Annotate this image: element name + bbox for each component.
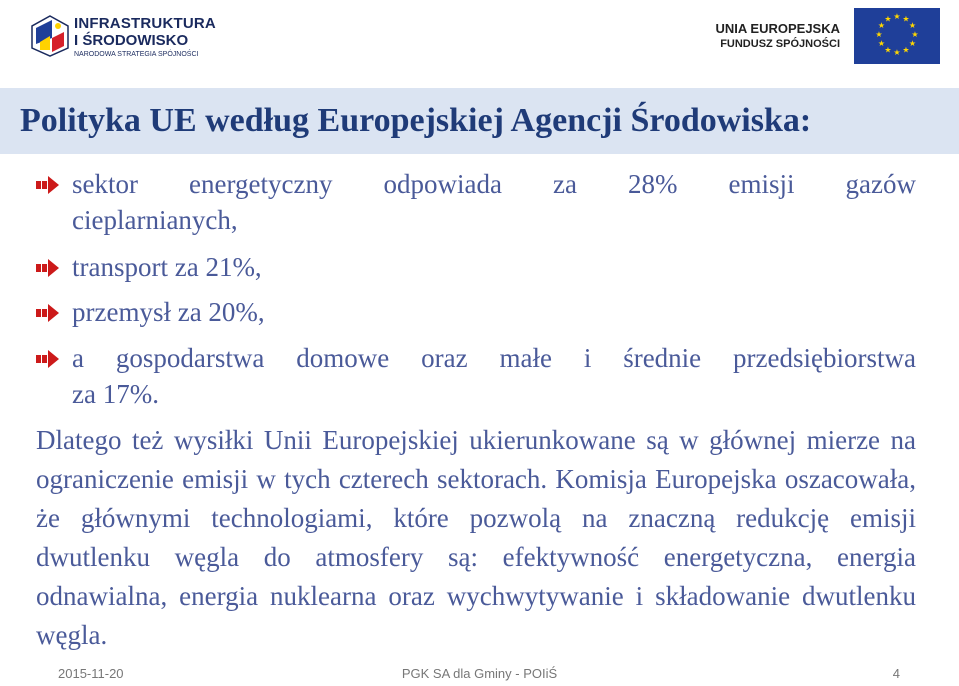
bullet-text-line1: a gospodarstwa domowe oraz małe i średnie przedsiębiorstwa — [72, 343, 916, 373]
svg-text:★: ★ — [893, 48, 901, 57]
bullet-text-line1: sektor energetyczny odpowiada za 28% emisji gazów — [72, 169, 916, 199]
infrastruktura-logo-icon — [30, 14, 70, 58]
eu-logo — [715, 8, 942, 66]
slide-title: Polityka UE według Europejskiej Agencji Środowiska: — [20, 102, 812, 139]
footer-organization: PGK SA dla Gminy - POIiŚ — [401, 666, 558, 681]
svg-text:★: ★ — [877, 21, 886, 30]
logo-left-line1: INFRASTRUKTURA — [74, 15, 216, 32]
logo-right-line1: UNIA EUROPEJSKA — [715, 21, 840, 36]
svg-text:★: ★ — [902, 45, 910, 55]
footer-date: 2015-11-20 — [58, 666, 124, 681]
eu-flag-icon — [854, 8, 940, 64]
svg-text:★: ★ — [877, 39, 886, 48]
svg-text:★: ★ — [911, 30, 919, 39]
bullet-text-line2: za 17%. — [72, 379, 159, 409]
page-number: 4 — [892, 666, 900, 681]
logo-left-line2: I ŚRODOWISKO — [74, 32, 189, 49]
svg-text:★: ★ — [908, 39, 917, 48]
bullet-arrow-icon — [36, 349, 60, 369]
svg-text:★: ★ — [884, 14, 892, 24]
bullet-text-line2: cieplarnianych, — [72, 205, 238, 235]
svg-text:★: ★ — [908, 21, 917, 30]
svg-text:★: ★ — [902, 14, 910, 24]
svg-text:★: ★ — [893, 12, 901, 21]
footer — [0, 666, 959, 686]
bullet-arrow-icon — [36, 175, 60, 195]
bullet-arrow-icon — [36, 303, 60, 323]
infrastruktura-logo — [30, 12, 216, 62]
logo-left-line3: NARODOWA STRATEGIA SPÓJNOŚCI — [74, 51, 199, 58]
svg-text:★: ★ — [875, 30, 883, 39]
bullet-text-line1: przemysł za 20%, — [72, 297, 265, 327]
bullet-arrow-icon — [36, 258, 60, 278]
logo-right-line2: FUNDUSZ SPÓJNOŚCI — [720, 38, 840, 50]
body-paragraph: Dlatego też wysiłki Unii Europejskiej ukierunkowane są w głównej mierze na ograniczenie emisji w tych czterech sektorach. Komisja Europejska oszacowała, że głównymi technologiami, które pozwolą na znaczną redukcję emisji dwutlenku węgla do atmosfery są: efektywność energetyczna, energia odnawialna, energia nuklearna oraz wychwytywanie i składowanie dwutlenku węgla. — [36, 425, 916, 650]
svg-text:★: ★ — [884, 45, 892, 55]
bullet-text-line1: transport za 21%, — [72, 252, 262, 282]
